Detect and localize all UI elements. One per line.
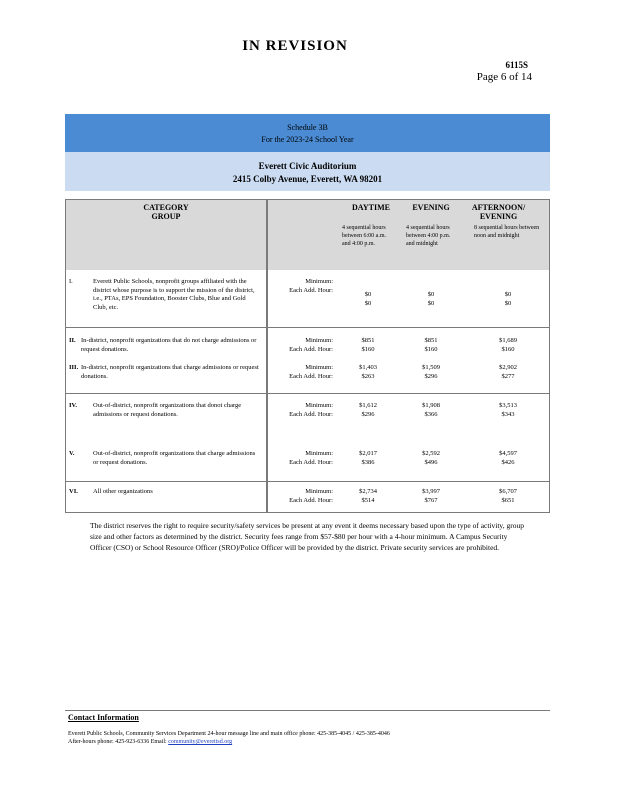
column-header-evening: EVENING (412, 203, 450, 212)
rate-hourly: $277 (501, 373, 515, 380)
venue-name: Everett Civic Auditorium (258, 161, 357, 171)
rate-hourly: $496 (424, 459, 438, 466)
rate-minimum: $2,902 (499, 364, 517, 371)
hour-label: Each Add. Hour: (289, 346, 333, 353)
rate-minimum: $0 (504, 291, 512, 298)
rate-minimum: $851 (424, 337, 438, 344)
rate-hourly: $0 (364, 300, 372, 307)
rate-minimum: $1,689 (499, 337, 517, 344)
row-number: V. (69, 450, 75, 457)
rate-minimum: $2,592 (422, 450, 440, 457)
row-description: Everett Public Schools, nonprofit groups affiliated with the district whose purpose is to support the mission of the district, i.e., PTAs, EPS Foundation, Booster Clubs, Blue and Gold Club, etc. (93, 278, 255, 311)
rate-minimum: $4,597 (499, 450, 517, 457)
hour-label: Each Add. Hour: (289, 411, 333, 418)
rate-minimum: $2,734 (359, 488, 377, 495)
rate-minimum: $6,707 (499, 488, 517, 495)
row-description: All other organizations (93, 488, 153, 495)
row-description: In-district, nonprofit organizations that do not charge admissions or request donations. (81, 337, 257, 353)
contact-line-after-hours (68, 738, 232, 746)
hour-label: Each Add. Hour: (289, 497, 333, 504)
rate-minimum: $0 (427, 291, 435, 298)
email-link[interactable]: community@everettsd.org (168, 739, 233, 745)
rate-hourly: $160 (361, 346, 375, 353)
row-description: Out-of-district, nonprofit organizations that charge admissions or request donations. (93, 450, 256, 466)
row-description: Out-of-district, nonprofit organizations that donot charge admissions or request donations. (93, 402, 242, 418)
rate-hourly: $160 (501, 346, 515, 353)
rate-hourly: $160 (424, 346, 438, 353)
rate-minimum: $0 (364, 291, 372, 298)
rate-hourly: $386 (361, 459, 375, 466)
rate-minimum: $851 (361, 337, 375, 344)
after-hours-text: After-hours phone: 425-923-6336 Email: (68, 739, 167, 745)
hour-label: Each Add. Hour: (289, 373, 333, 380)
category-header: CATEGORY (143, 203, 189, 212)
row-number: I. (69, 278, 73, 285)
rate-minimum: $1,908 (422, 402, 440, 409)
group-header: GROUP (151, 212, 181, 221)
row-number: VI. (69, 488, 78, 495)
fee-table (65, 199, 550, 513)
schedule-line1: Schedule 3B (287, 123, 328, 132)
rate-hourly: $651 (501, 497, 515, 504)
column-note-daytime: 4 sequential hours between 6:00 a.m. and 4:00 p.m. (342, 225, 386, 247)
page-title: IN REVISION (242, 38, 348, 54)
page-number: Page 6 of 14 (476, 71, 532, 83)
document-number: 6115S (505, 60, 528, 70)
rate-hourly: $343 (501, 411, 515, 418)
column-header-daytime: DAYTIME (352, 203, 390, 212)
row-description: In-district, nonprofit organizations that charge admissions or request donations. (81, 364, 259, 380)
row-number: III. (69, 364, 79, 371)
rate-minimum: $1,403 (359, 364, 377, 371)
rate-hourly: $514 (361, 497, 375, 504)
footer-divider (65, 710, 550, 711)
rate-minimum: $1,509 (422, 364, 440, 371)
row-number: II. (69, 337, 76, 344)
rate-minimum: $3,513 (499, 402, 517, 409)
rate-hourly: $296 (424, 373, 438, 380)
column-note-afternoon-evening: 8 sequential hours between noon and midnight (474, 225, 540, 239)
contact-heading: Contact Information (68, 713, 139, 722)
schedule-banner (65, 114, 550, 152)
rate-hourly: $426 (501, 459, 515, 466)
hour-label: Each Add. Hour: (289, 459, 333, 466)
rate-minimum: $3,997 (422, 488, 440, 495)
column-note-evening: 4 sequential hours between 4:00 p.m. and midnight (406, 225, 451, 247)
minimum-label: Minimum: (305, 364, 333, 371)
minimum-label: Minimum: (305, 278, 333, 285)
rate-hourly: $0 (504, 300, 512, 307)
minimum-label: Minimum: (305, 450, 333, 457)
contact-line: Everett Public Schools, Community Services Department 24-hour message line and main office phone: 425-385-4045 / 425-385-4046 (68, 731, 390, 737)
row-number: IV. (69, 402, 78, 409)
minimum-label: Minimum: (305, 337, 333, 344)
venue-banner (65, 152, 550, 191)
rate-hourly: $767 (424, 497, 438, 504)
hour-label: Each Add. Hour: (289, 287, 333, 294)
rate-hourly: $366 (424, 411, 438, 418)
column-header-afternoon-evening: AFTERNOON/ EVENING (471, 203, 526, 221)
minimum-label: Minimum: (305, 402, 333, 409)
rate-minimum: $2,017 (359, 450, 377, 457)
rate-hourly: $296 (361, 411, 375, 418)
rate-hourly: $0 (427, 300, 435, 307)
minimum-label: Minimum: (305, 488, 333, 495)
rate-hourly: $263 (361, 373, 375, 380)
rate-minimum: $1,612 (359, 402, 377, 409)
security-note: The district reserves the right to require security/safety services be present at any event it deems necessary based upon the type of activity, group size and other factors as determined by the district. Security fees range from $57-$80 per hour with a 4-hour minimum. A Campus Security Officer (CSO) or School Resource Officer (SRO)/Police Officer will be provided by the district. Private security services are prohibited. (90, 521, 524, 552)
schedule-line2: For the 2023-24 School Year (261, 135, 354, 144)
venue-address: 2415 Colby Avenue, Everett, WA 98201 (232, 174, 383, 184)
